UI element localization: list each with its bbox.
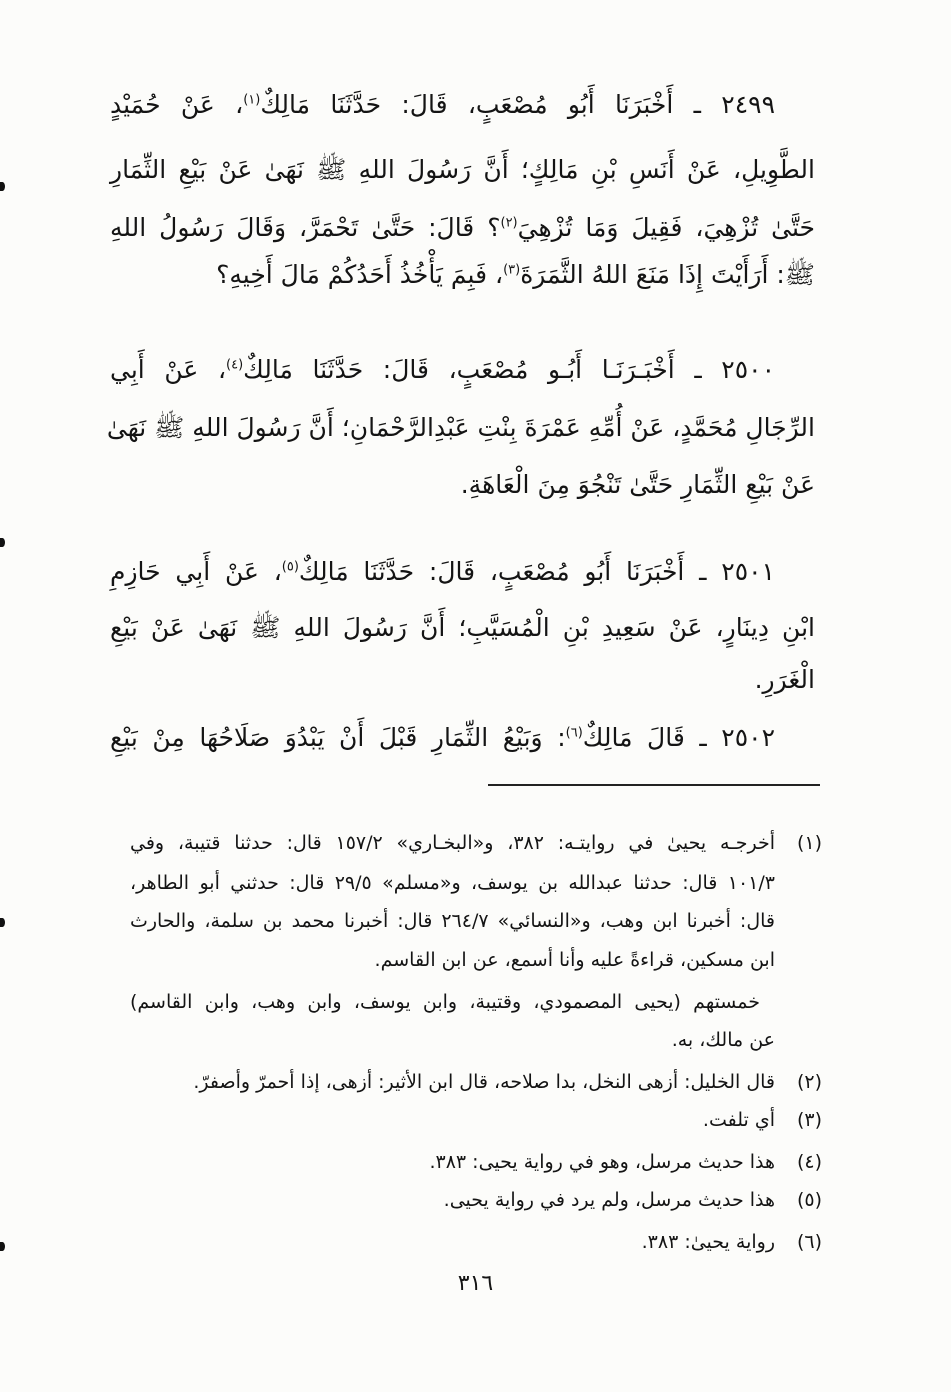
line-text: الرِّجَالِ مُحَمَّدٍ، عَنْ أُمِّهِ عَمْرَةَ بِنْتِ عَبْدِالرَّحْمَانِ؛ أَنَّ رَسُولَ اللهِ ﷺ نَهَىٰ (106, 413, 815, 442)
footnote-2-line-1: قال الخليل: أزهى النخل، بدا صلاحه، قال ابن الأثير: أزهى، إذا أحمرّ وأصفرّ. (193, 1071, 775, 1093)
footnote-marker-2: (٢) (796, 1071, 822, 1093)
footnote-1-line-2: ١٠١/٣ قال: حدثنا عبدالله بن يوسف، و«مسلم» ٢٩/٥ قال: حدثني أبو الطاهر، (130, 872, 775, 894)
footnote-1-line-1: أخرجـه يحيىٰ في روايتـه: ٣٨٢، و«البخـاري» ١٥٧/٢ قال: حدثنا قتيبة، وفي (130, 832, 775, 854)
footnote-1-line-3: قال: أخبرنا ابن وهب، و«النسائي» ٢٦٤/٧ قال: أخبرنا محمد بن سلمة، والحارث (130, 910, 776, 932)
footnote-ref: (٦) (565, 725, 583, 741)
hadith-2501-line-2 (110, 606, 815, 650)
footnote-1-line-4: ابن مسكين، قراءةً عليه وأنا أسمع، عن ابن القاسم. (374, 949, 775, 971)
scan-mark (0, 1242, 5, 1251)
hadith-2499-line-3 (110, 206, 815, 250)
footnote-marker-6: (٦) (796, 1231, 822, 1253)
footnote-1-line-5: خمستهم (يحيى المصمودي، وقتيبة، وابن يوسف، وابن وهب، وابن القاسم) (130, 991, 760, 1013)
line-text: ﷺ: أَرَأَيْتَ إِذَا مَنَعَ اللهُ الثَّمَرَةَ (520, 260, 815, 289)
line-text: ، فَبِمَ يَأْخُذُ أَحَدُكُمْ مَالَ أَخِيهِ؟ (216, 260, 504, 289)
line-text: الْغَرَرِ. (754, 665, 815, 694)
hadith-2499-line-1 (110, 83, 775, 127)
footnote-3-line-1: أي تلفت. (702, 1109, 775, 1131)
scan-mark (0, 182, 5, 191)
line-text: ابْنِ دِينَارٍ، عَنْ سَعِيدِ بْنِ الْمُسَيَّبِ؛ أَنَّ رَسُولَ اللهِ ﷺ نَهَىٰ عَنْ بَيْعِ (110, 613, 815, 642)
scan-mark (0, 538, 5, 547)
line-text: ، عَنْ أَبِي حَازِمِ (110, 557, 282, 586)
footnote-ref: (٢) (500, 215, 518, 231)
footnote-marker-4: (٤) (796, 1151, 822, 1173)
line-text: الطَّوِيلِ، عَنْ أَنَسِ بْنِ مَالِكٍ؛ أَنَّ رَسُولَ اللهِ ﷺ نَهَىٰ عَنْ بَيْعِ الثِّمَارِ (110, 155, 815, 184)
line-text: ، عَنْ حُمَيْدٍ (110, 90, 244, 119)
page-number: ٣١٦ (457, 1271, 494, 1296)
footnote-marker-1: (١) (796, 832, 822, 854)
hadith-2501-line-1 (110, 550, 775, 594)
line-text: ٢٥٠٢ ـ قَالَ مَالِكٌ (582, 723, 776, 752)
hadith-2500-line-2 (106, 406, 815, 450)
footnote-ref: (١) (243, 92, 261, 108)
footnote-1-line-6: عن مالك، به. (671, 1029, 775, 1051)
footnote-ref: (٤) (226, 357, 244, 373)
hadith-2500-line-1 (110, 348, 775, 392)
footnote-4-line-1: هذا حديث مرسل، وهو في رواية يحيى: ٣٨٣. (429, 1151, 775, 1173)
line-text: ، عَنْ أَبِي (110, 355, 227, 384)
line-text: ٢٥٠٠ ـ أَخْبَـرَنَـا أَبُـو مُصْعَبٍ، قَالَ: حَدَّثَنَا مَالِكٌ (243, 355, 775, 384)
footnote-6-line-1: رواية يحيىٰ: ٣٨٣. (641, 1231, 775, 1253)
scan-mark (0, 918, 5, 927)
line-text: عَنْ بَيْعِ الثِّمَارِ حَتَّىٰ تَنْجُوَ مِنَ الْعَاهَةِ. (460, 470, 815, 499)
footnote-separator (488, 784, 820, 786)
line-text: ٢٥٠١ ـ أَخْبَرَنَا أَبُو مُصْعَبٍ، قَالَ: حَدَّثَنَا مَالِكٌ (298, 557, 775, 586)
footnote-ref: (٥) (281, 559, 299, 575)
footnote-marker-3: (٣) (796, 1109, 822, 1131)
footnote-5-line-1: هذا حديث مرسل، ولم يرد في رواية يحيى. (443, 1189, 775, 1211)
line-text: حَتَّىٰ تُزْهِيَ، فَقِيلَ وَمَا تُزْهِيَ (517, 213, 815, 242)
line-text: ٢٤٩٩ ـ أَخْبَرَنَا أَبُو مُصْعَبٍ، قَالَ: حَدَّثَنَا مَالِكٌ (260, 90, 775, 119)
hadith-2500-line-3 (110, 463, 815, 507)
hadith-2502-line-1 (110, 716, 775, 760)
footnote-marker-5: (٥) (796, 1189, 822, 1211)
line-text: ؟ قَالَ: حَتَّىٰ تَحْمَرَّ، وَقَالَ رَسُولُ اللهِ (110, 213, 501, 242)
hadith-2499-line-2 (110, 148, 815, 192)
footnote-ref: (٣) (503, 262, 521, 278)
line-text: : وَبَيْعُ الثِّمَارِ قَبْلَ أَنْ يَبْدُوَ صَلَاحُهَا مِنْ بَيْعِ (110, 723, 566, 752)
hadith-2499-line-4 (110, 253, 815, 297)
hadith-2501-line-3 (110, 658, 815, 702)
